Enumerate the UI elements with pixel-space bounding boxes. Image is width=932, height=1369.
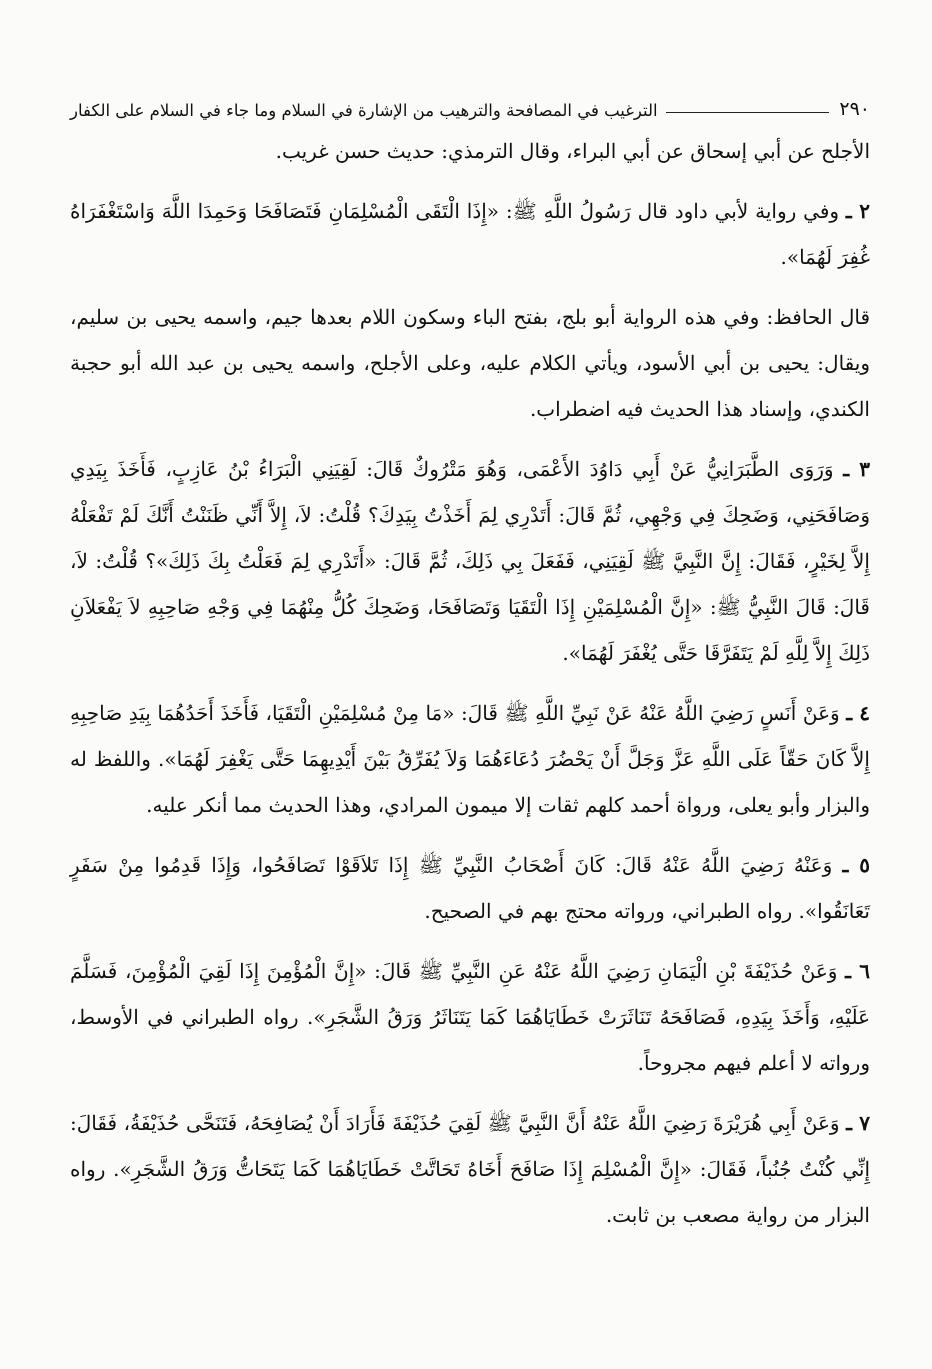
hadith-number: ٣ ـ xyxy=(843,457,871,481)
page-body xyxy=(70,128,870,1246)
paragraph-text: وفي رواية لأبي داود قال رَسُولُ اللَّهِ ﷺ: «إِذَا الْتَقَى الْمُسْلِمَانِ فَتَصَافَحَا وَحَمِدَا اللَّهَ وَاسْتَغْفَرَاهُ غُفِرَ لَهُمَا». xyxy=(70,199,870,269)
header-rule xyxy=(666,112,830,113)
paragraph-text: وَعَنْ حُذَيْفَةَ بْنِ الْيَمَانِ رَضِيَ اللَّهُ عَنْهُ عَنِ النَّبِيِّ ﷺ قَالَ: «إِنَّ الْمُؤْمِنَ إِذَا لَقِيَ الْمُؤْمِنَ، فَسَلَّمَ عَلَيْهِ، وَأَخَذَ بِيَدِهِ، فَصَافَحَهُ تَنَاثَرَتْ خَطَايَاهُمَا كَمَا يَتَنَاثَرُ وَرَقُ الشَّجَرِ». رواه الطبراني في الأوسط، ورواته لا أعلم فيهم مجروحاً. xyxy=(70,959,870,1075)
hadith-5 xyxy=(70,842,870,934)
paragraph-text: الأجلح عن أبي إسحاق عن أبي البراء، وقال الترمذي: حديث حسن غريب. xyxy=(275,139,870,163)
hafiz-note xyxy=(70,294,870,432)
paragraph-text: وَعَنْ أَنَسٍ رَضِيَ اللَّهُ عَنْهُ عَنْ نَبِيِّ اللَّهِ ﷺ قَالَ: «مَا مِنْ مُسْلِمَيْنِ الْتَقَيَا، فَأَخَذَ أَحَدُهُمَا بِيَدِ صَاحِبِهِ إِلاَّ كَانَ حَقّاً عَلَى اللَّهِ عَزَّ وَجَلَّ أَنْ يَحْضُرَ دُعَاءَهُمَا وَلاَ يُفَرِّقُ بَيْنَ أَيْدِيهِمَا حَتَّى يَغْفِرَ لَهُمَا». واللفظ له والبزار وأبو يعلى، ورواة أحمد كلهم ثقات إلا ميمون المرادي، وهذا الحديث مما أنكر عليه. xyxy=(70,701,870,817)
hadith-3 xyxy=(70,446,870,676)
paragraph-text: وَعَنْهُ رَضِيَ اللَّهُ عَنْهُ قَالَ: كَانَ أَصْحَابُ النَّبِيِّ ﷺ إِذَا تَلاَقَوْا تَصَافَحُوا، وَإِذَا قَدِمُوا مِنْ سَفَرٍ تَعَانَقُوا». رواه الطبراني، ورواته محتج بهم في الصحيح. xyxy=(70,853,870,923)
hadith-number: ٥ ـ xyxy=(842,853,871,877)
hadith-number: ٢ ـ xyxy=(845,199,871,223)
running-title: الترغيب في المصافحة والترهيب من الإشارة في السلام وما جاء في السلام على الكفار xyxy=(70,101,658,120)
hadith-2 xyxy=(70,188,870,280)
hadith-6 xyxy=(70,948,870,1086)
hadith-4 xyxy=(70,690,870,828)
paragraph-continuation xyxy=(70,128,870,174)
hadith-number: ٦ ـ xyxy=(845,959,871,983)
paragraph-text: قال الحافظ: وفي هذه الرواية أبو بلج، بفتح الباء وسكون اللام بعدها جيم، واسمه يحيى بن سليم، ويقال: يحيى بن أبي الأسود، ويأتي الكلام عليه، وعلى الأجلح، واسمه يحيى بن عبد الله أبو حجبة الكندي، وإسناد هذا الحديث فيه اضطراب. xyxy=(70,305,870,421)
paragraph-text: وَعَنْ أَبِي هُرَيْرَةَ رَضِيَ اللَّهُ عَنْهُ أَنَّ النَّبِيَّ ﷺ لَقِيَ حُذَيْفَةَ فَأَرَادَ أَنْ يُصَافِحَهُ، فَتَنَحَّى حُذَيْفَةُ، فَقَالَ: إِنِّي كُنْتُ جُنُباً، فَقَالَ: «إِنَّ الْمُسْلِمَ إِذَا صَافَحَ أَخَاهُ تَحَاتَّتْ خَطَايَاهُمَا كَمَا يَتَحَاتُّ وَرَقُ الشَّجَرِ». رواه البزار من رواية مصعب بن ثابت. xyxy=(70,1111,870,1227)
page-header xyxy=(70,86,870,120)
paragraph-text: وَرَوَى الطَّبَرَانِيُّ عَنْ أَبِي دَاوُدَ الأَعْمَى، وَهُوَ مَتْرُوكٌ قَالَ: لَقِيَنِي الْبَرَاءُ بْنُ عَازِبٍ، فَأَخَذَ بِيَدِي وَصَافَحَنِي، وَضَحِكَ فِي وَجْهِي، ثُمَّ قَالَ: أَتَدْرِي لِمَ أَخَذْتُ بِيَدِكَ؟ قُلْتُ: لاَ، إِلاَّ أَنِّي ظَنَنْتُ أَنَّكَ لَمْ تَفْعَلْهُ إِلاَّ لِخَيْرٍ، فَقَالَ: إِنَّ النَّبِيَّ ﷺ لَقِيَنِي، فَفَعَلَ بِي ذَلِكَ، ثُمَّ قَالَ: «أَتَدْرِي لِمَ فَعَلْتُ بِكَ ذَلِكَ»؟ قُلْتُ: لاَ، قَالَ: قَالَ النَّبِيُّ ﷺ: «إِنَّ الْمُسْلِمَيْنِ إِذَا الْتَقَيَا وَتَصَافَحَا، وَضَحِكَ كُلُّ مِنْهُمَا فِي وَجْهِ صَاحِبِهِ لاَ يَفْعَلاَنِ ذَلِكَ إِلاَّ لِلَّهِ لَمْ يَتَفَرَّقَا حَتَّى يُغْفَرَ لَهُمَا». xyxy=(70,457,870,665)
hadith-7 xyxy=(70,1100,870,1238)
hadith-number: ٧ ـ xyxy=(846,1111,870,1135)
page-number: ٢٩٠ xyxy=(839,98,870,120)
hadith-number: ٤ ـ xyxy=(846,701,870,725)
